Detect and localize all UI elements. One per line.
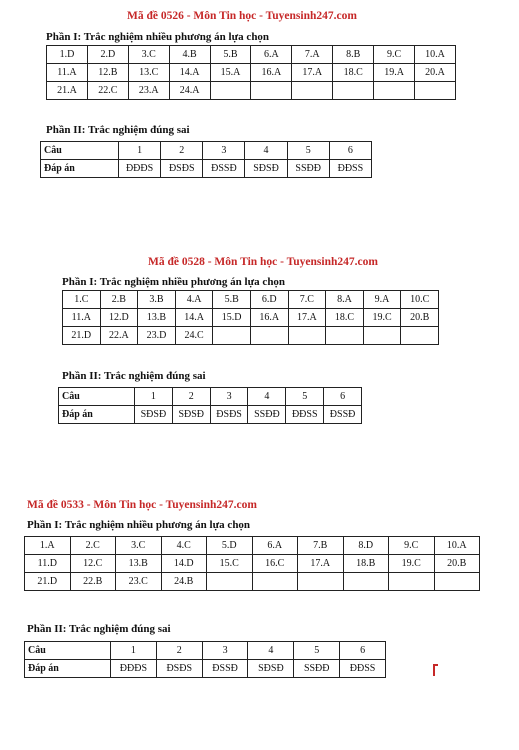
question-number: 5 [287,142,329,160]
answer-cell: ĐĐSS [286,406,324,424]
part2-title: Phần II: Trắc nghiệm đúng sai [46,124,190,136]
table-row [25,642,386,660]
table-row [41,160,372,178]
answer-cell: 20.B [434,555,480,573]
answer-cell: 10.A [434,537,480,555]
answer-cell: ĐĐĐS [119,160,161,178]
answer-cell: ĐSSĐ [202,660,248,678]
answer-cell [363,327,401,345]
exam-title: Mã đề 0533 - Môn Tin học - Tuyensinh247.com [27,499,257,511]
answer-cell: ĐĐSS [329,160,371,178]
answer-cell: ĐSĐS [161,160,203,178]
answer-cell: 16.A [250,309,288,327]
question-label: Câu [59,388,135,406]
answer-cell: 20.A [415,64,456,82]
answer-cell: 14.D [161,555,207,573]
answer-cell: 24.C [175,327,213,345]
part2-title: Phần II: Trắc nghiệm đúng sai [27,623,171,635]
table-row [47,82,456,100]
answer-cell: 11.D [25,555,71,573]
question-number: 1 [119,142,161,160]
answer-cell: 21.D [25,573,71,591]
answer-label: Đáp án [25,660,111,678]
table-row [25,537,480,555]
answer-label: Đáp án [59,406,135,424]
exam-title: Mã đề 0528 - Môn Tin học - Tuyensinh247.com [148,256,378,268]
answer-cell: 3.B [138,291,176,309]
part2-answer-table [40,141,372,178]
answer-cell [288,327,326,345]
answer-cell [374,82,415,100]
answer-cell [250,327,288,345]
answer-cell: 11.A [63,309,101,327]
answer-cell: 19.C [363,309,401,327]
answer-cell: 15.D [213,309,251,327]
answer-cell [401,327,439,345]
answer-cell: 13.B [138,309,176,327]
answer-cell: 24.B [161,573,207,591]
question-number: 4 [248,642,294,660]
answer-cell [333,82,374,100]
answer-cell [326,327,364,345]
answer-cell: 15.C [207,555,253,573]
answer-cell: 19.A [374,64,415,82]
answer-cell [292,82,333,100]
answer-cell: SSĐĐ [248,406,286,424]
part1-answer-table [62,290,439,345]
answer-cell: 19.C [389,555,435,573]
part1-title: Phần I: Trắc nghiệm nhiều phương án lựa chọn [46,31,270,43]
question-number: 2 [156,642,202,660]
question-number: 4 [248,388,286,406]
table-row [63,327,439,345]
answer-cell: 1.C [63,291,101,309]
answer-cell: 9.A [363,291,401,309]
part1-answer-table [46,45,456,100]
answer-cell: 8.B [333,46,374,64]
answer-cell: SSĐĐ [294,660,340,678]
table-row [25,573,480,591]
answer-cell: 6.A [251,46,292,64]
answer-cell: 9.C [389,537,435,555]
answer-cell: 18.C [333,64,374,82]
answer-cell: 24.A [169,82,210,100]
answer-cell: 18.B [343,555,389,573]
exam-title: Mã đề 0526 - Môn Tin học - Tuyensinh247.com [127,10,357,22]
answer-cell: 8.A [326,291,364,309]
answer-cell: 2.D [87,46,128,64]
part1-title: Phần I: Trắc nghiệm nhiều phương án lựa chọn [62,276,286,288]
answer-cell: ĐSSĐ [203,160,245,178]
answer-cell: SĐSĐ [172,406,210,424]
question-number: 3 [203,142,245,160]
answer-cell: 21.D [63,327,101,345]
answer-cell: ĐĐSS [340,660,386,678]
answer-cell: 8.D [343,537,389,555]
answer-cell: 15.A [210,64,251,82]
answer-cell: 3.C [116,537,162,555]
answer-cell: SSĐĐ [287,160,329,178]
answer-cell: 6.D [250,291,288,309]
answer-cell: 6.A [252,537,298,555]
answer-cell: 17.A [288,309,326,327]
answer-cell [415,82,456,100]
question-number: 6 [324,388,362,406]
question-number: 4 [245,142,287,160]
answer-cell: ĐSĐS [210,406,248,424]
answer-cell: 22.C [87,82,128,100]
answer-cell [207,573,253,591]
answer-cell: SĐSĐ [245,160,287,178]
answer-cell: 20.B [401,309,439,327]
answer-cell: SĐSĐ [135,406,173,424]
answer-cell [298,573,344,591]
answer-cell: 7.B [298,537,344,555]
answer-cell: 4.B [169,46,210,64]
table-row [41,142,372,160]
answer-cell: 21.A [47,82,88,100]
answer-cell: 4.C [161,537,207,555]
answer-cell: 5.D [207,537,253,555]
answer-cell: 23.C [116,573,162,591]
question-number: 1 [135,388,173,406]
answer-cell: ĐSĐS [156,660,202,678]
answer-cell [343,573,389,591]
answer-cell: 22.A [100,327,138,345]
answer-cell [252,573,298,591]
question-number: 3 [210,388,248,406]
question-label: Câu [41,142,119,160]
answer-cell: 12.B [87,64,128,82]
answer-cell: 2.C [70,537,116,555]
table-row [59,388,362,406]
part2-answer-table [58,387,362,424]
question-number: 3 [202,642,248,660]
question-number: 5 [286,388,324,406]
question-number: 2 [172,388,210,406]
table-row [63,309,439,327]
question-number: 6 [340,642,386,660]
answer-cell: 4.A [175,291,213,309]
answer-cell: 14.A [175,309,213,327]
answer-cell: 23.A [128,82,169,100]
answer-cell: 13.B [116,555,162,573]
answer-cell: 17.A [292,64,333,82]
answer-cell [210,82,251,100]
table-row [25,660,386,678]
answer-cell: 10.A [415,46,456,64]
table-row [47,46,456,64]
answer-cell: 18.C [326,309,364,327]
table-row [47,64,456,82]
answer-cell: 17.A [298,555,344,573]
answer-label: Đáp án [41,160,119,178]
part2-answer-table [24,641,386,678]
part2-title: Phần II: Trắc nghiệm đúng sai [62,370,206,382]
answer-cell: 10.C [401,291,439,309]
part1-answer-table [24,536,480,591]
answer-cell [389,573,435,591]
answer-cell [251,82,292,100]
answer-cell: 23.D [138,327,176,345]
answer-cell: 3.C [128,46,169,64]
answer-cell: 11.A [47,64,88,82]
table-row [25,555,480,573]
answer-cell: 16.A [251,64,292,82]
answer-cell: 22.B [70,573,116,591]
answer-cell: 13.C [128,64,169,82]
red-mark-icon [433,664,435,676]
question-number: 1 [111,642,157,660]
answer-cell: ĐĐĐS [111,660,157,678]
answer-cell: 1.A [25,537,71,555]
answer-cell: 7.A [292,46,333,64]
answer-cell: 5.B [210,46,251,64]
answer-cell: 2.B [100,291,138,309]
question-number: 6 [329,142,371,160]
answer-cell: 1.D [47,46,88,64]
part1-title: Phần I: Trắc nghiệm nhiều phương án lựa chọn [27,519,251,531]
answer-cell: 12.D [100,309,138,327]
answer-cell: ĐSSĐ [324,406,362,424]
question-number: 2 [161,142,203,160]
table-row [63,291,439,309]
answer-cell [213,327,251,345]
answer-cell: 5.B [213,291,251,309]
answer-cell: 14.A [169,64,210,82]
question-label: Câu [25,642,111,660]
question-number: 5 [294,642,340,660]
table-row [59,406,362,424]
answer-cell: 7.C [288,291,326,309]
answer-cell [434,573,480,591]
answer-cell: 12.C [70,555,116,573]
answer-cell: 9.C [374,46,415,64]
answer-cell: 16.C [252,555,298,573]
answer-cell: SĐSĐ [248,660,294,678]
